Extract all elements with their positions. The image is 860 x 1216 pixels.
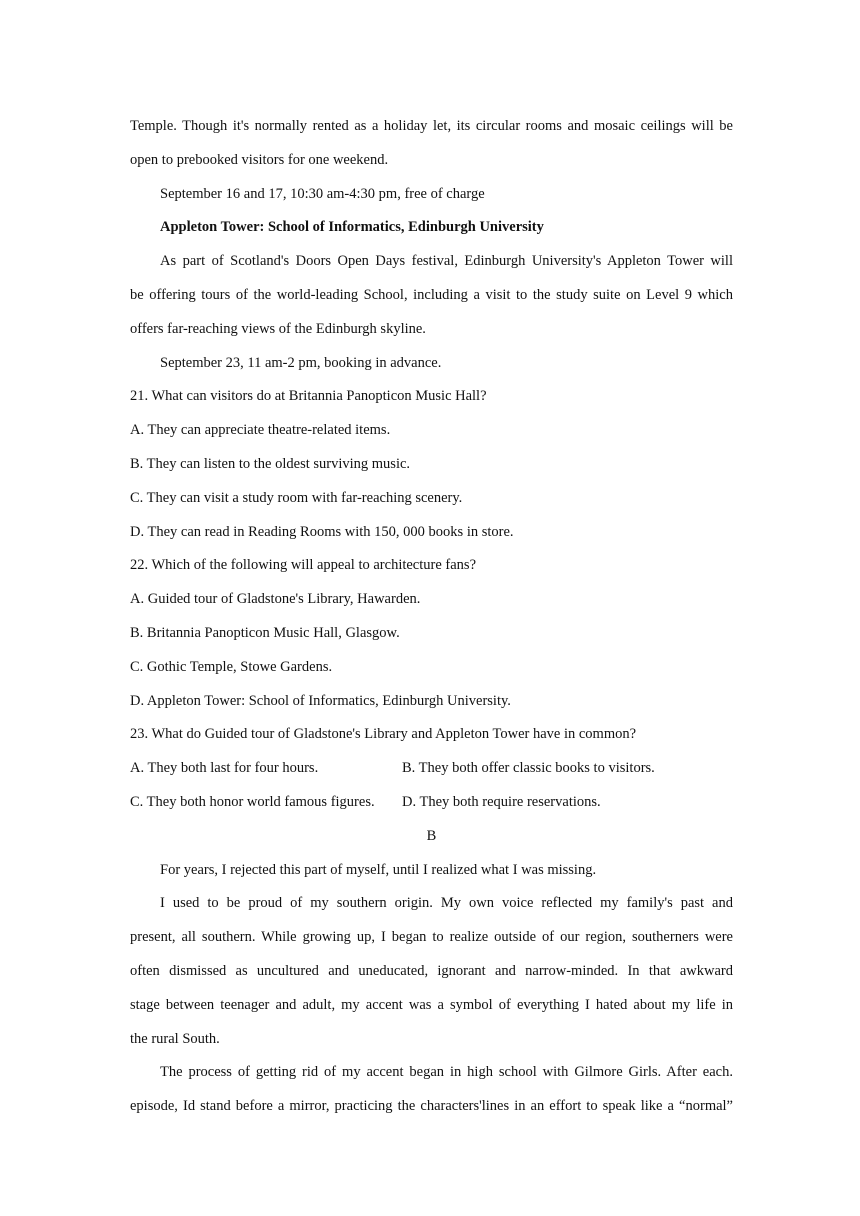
section-b-paragraph-2-line: I used to be proud of my southern origin. My own voice reflected my family's past and [160,895,733,912]
question-23-option-b: B. They both offer classic books to visitors. [402,760,655,777]
appleton-tower-text-line: be offering tours of the world-leading School, including a visit to the study suite on Level 9 which [130,286,733,303]
appleton-tower-details: September 23, 11 am-2 pm, booking in advance. [160,354,442,371]
section-b-paragraph-2-line: stage between teenager and adult, my accent was a symbol of everything I hated about my life in [130,996,733,1013]
question-22-stem: 22. Which of the following will appeal to architecture fans? [130,557,477,574]
question-22-option-d: D. Appleton Tower: School of Informatics, Edinburgh University. [130,692,511,709]
question-23-option-c: C. They both honor world famous figures. [130,793,375,810]
section-b-paragraph-2-line: the rural South. [130,1030,220,1047]
question-22-option-a: A. Guided tour of Gladstone's Library, Hawarden. [130,591,421,608]
question-21-option-a: A. They can appreciate theatre-related items. [130,422,391,439]
appleton-tower-text-line: As part of Scotland's Doors Open Days festival, Edinburgh University's Appleton Tower will [160,253,733,270]
question-21-option-c: C. They can visit a study room with far-reaching scenery. [130,489,463,506]
question-22-option-b: B. Britannia Panopticon Music Hall, Glasgow. [130,624,400,641]
question-21-stem: 21. What can visitors do at Britannia Panopticon Music Hall? [130,388,487,405]
gothic-temple-text-line: open to prebooked visitors for one weekend. [130,151,389,168]
section-b-paragraph-3-line: episode, Id stand before a mirror, practicing the characters'lines in an effort to speak like a “normal” [130,1098,733,1115]
question-21-option-b: B. They can listen to the oldest surviving music. [130,455,411,472]
question-23-options-row-2 [130,786,733,820]
section-b-paragraph-2-line: present, all southern. While growing up, I began to realize outside of our region, southerners were [130,929,733,946]
gothic-temple-text-line: Temple. Though it's normally rented as a holiday let, its circular rooms and mosaic ceilings will be [130,118,733,134]
section-b-paragraph-3-line: The process of getting rid of my accent began in high school with Gilmore Girls. After each. [160,1064,733,1081]
question-23-options-row-1 [130,752,733,786]
gothic-temple-details: September 16 and 17, 10:30 am-4:30 pm, free of charge [160,185,485,202]
question-23-option-a: A. They both last for four hours. [130,760,319,777]
section-b-paragraph-2-line: often dismissed as uncultured and uneducated, ignorant and narrow-minded. In that awkward [130,962,733,979]
question-23-option-d: D. They both require reservations. [402,793,601,810]
appleton-tower-text-line: offers far-reaching views of the Edinburgh skyline. [130,320,426,337]
document-page [130,110,733,1124]
appleton-tower-heading: Appleton Tower: School of Informatics, Edinburgh University [160,219,544,236]
question-23-stem: 23. What do Guided tour of Gladstone's Library and Appleton Tower have in common? [130,726,637,743]
section-b-heading: B [426,827,437,844]
section-b-paragraph-1: For years, I rejected this part of myself, until I realized what I was missing. [160,861,597,878]
question-21-option-d: D. They can read in Reading Rooms with 150, 000 books in store. [130,523,514,540]
question-22-option-c: C. Gothic Temple, Stowe Gardens. [130,658,333,675]
